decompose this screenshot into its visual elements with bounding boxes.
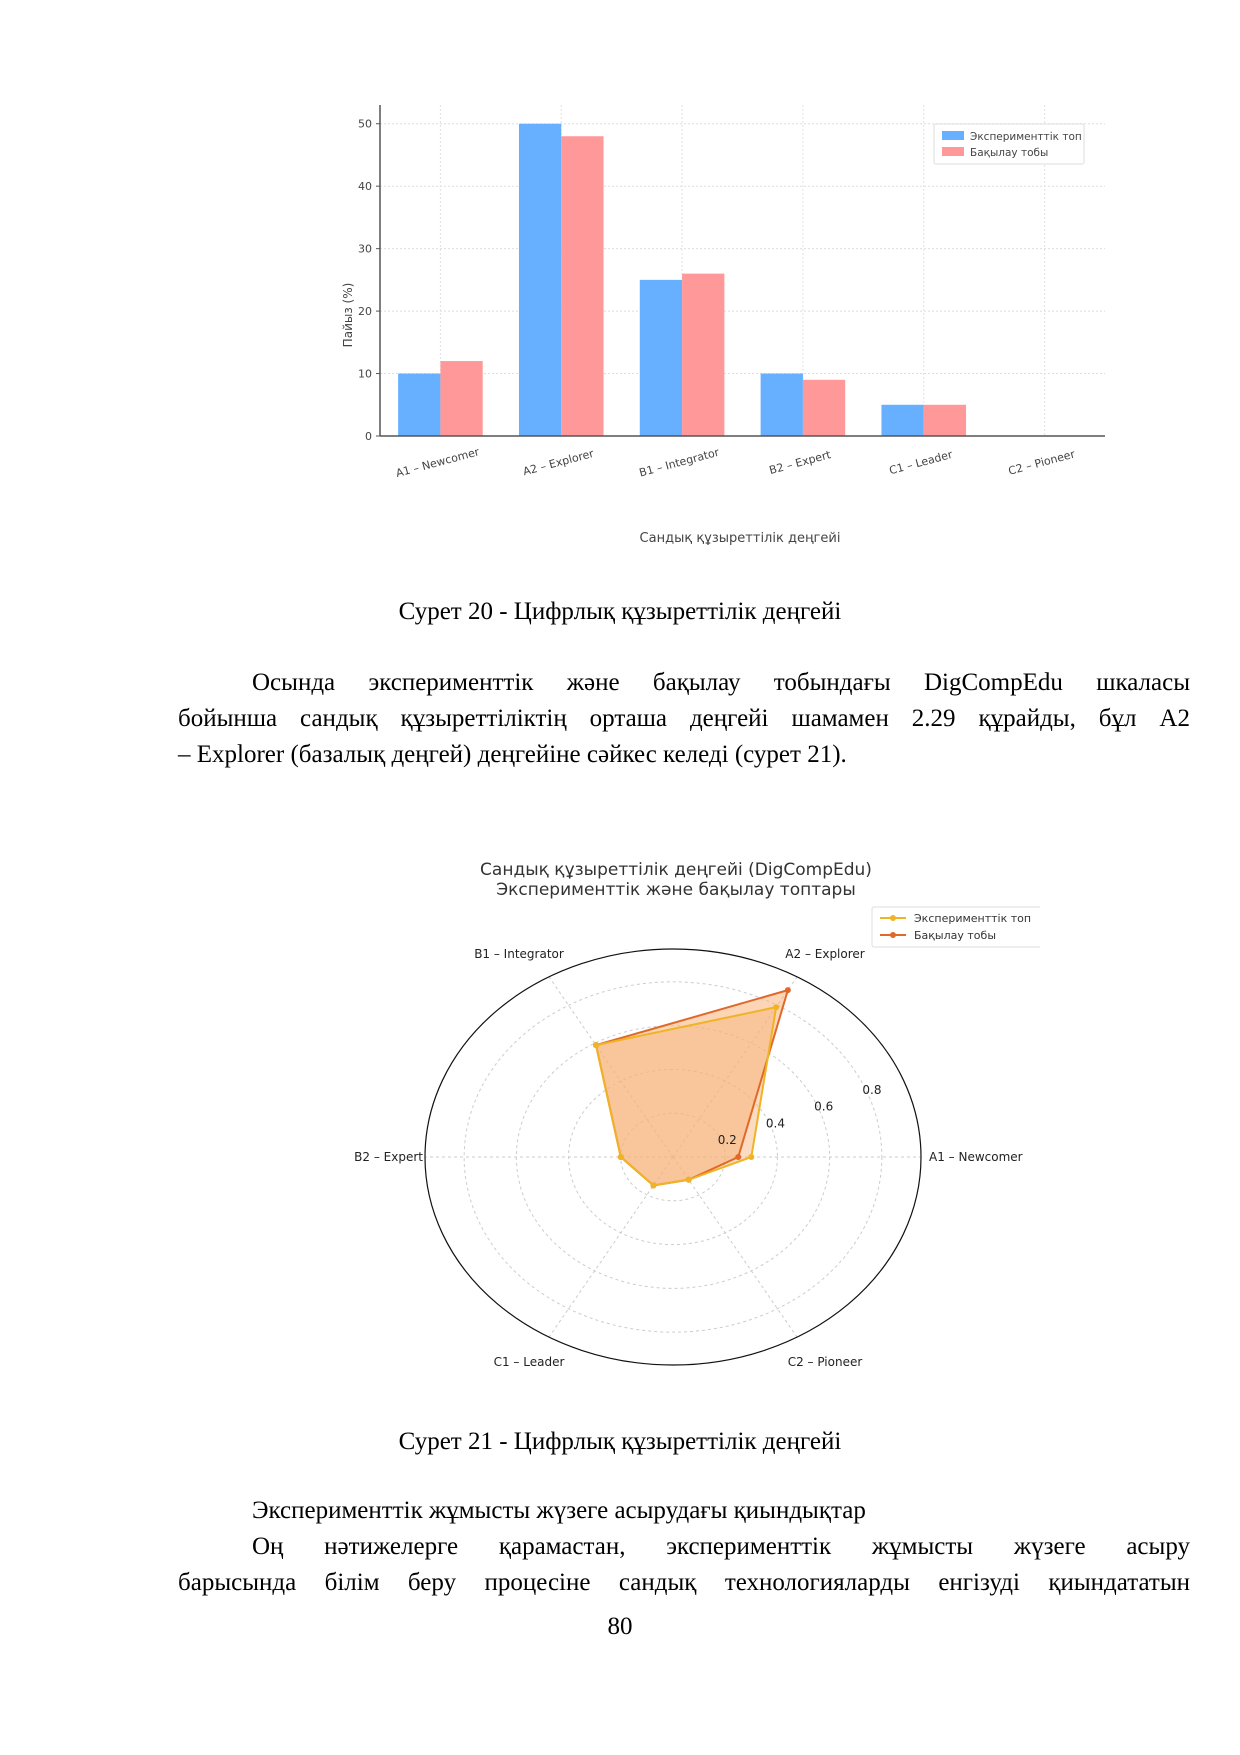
bar-experimental	[761, 374, 803, 436]
category-label: B1 – Integrator	[474, 947, 564, 962]
legend-label-control: Бақылау тобы	[970, 147, 1049, 159]
bar-chart	[320, 100, 1120, 570]
radar-chart-title: Сандық құзыреттілік деңгейі (DigCompEdu)	[480, 860, 872, 880]
data-point-experimental	[686, 1177, 692, 1183]
legend-label-control: Бақылау тобы	[914, 929, 997, 942]
figure-20-caption: Сурет 20 - Цифрлық құзыреттілік деңгейі	[398, 598, 842, 625]
category-label: B2 – Expert	[354, 1150, 423, 1164]
r-tick-label: 0.6	[814, 1099, 834, 1114]
data-point-experimental	[773, 1004, 779, 1010]
y-tick-label: 20	[358, 305, 372, 319]
section-block	[178, 1493, 1190, 1601]
bar-chart-y-ticks	[358, 118, 380, 443]
paragraph-line: барысында білім беру процесіне сандық технологияларды енгізуді қиындататын	[178, 1569, 1190, 1596]
legend-marker-control	[890, 932, 896, 938]
data-point-experimental	[618, 1154, 624, 1160]
y-tick-label: 50	[358, 117, 372, 131]
radar-chart	[340, 850, 1040, 1370]
data-point-control	[735, 1154, 741, 1160]
bar-control	[924, 405, 966, 436]
y-tick-label: 30	[358, 242, 372, 256]
radar-chart-series	[593, 987, 791, 1188]
category-label: A2 – Explorer	[785, 947, 865, 962]
bar-control	[803, 380, 845, 436]
legend-swatch-experimental	[942, 131, 964, 140]
section-heading: Эксперименттік жұмысты жүзеге асырудағы қиындықтар	[252, 1497, 866, 1524]
legend-label-experimental: Эксперименттік топ	[970, 131, 1082, 143]
x-tick-label: A2 – Explorer	[521, 446, 596, 479]
bar-chart-legend	[934, 124, 1084, 164]
radar-chart-legend	[872, 907, 1040, 947]
r-tick-label: 0.4	[765, 1116, 786, 1131]
x-tick-label: C1 – Leader	[887, 447, 954, 478]
data-point-experimental	[593, 1042, 599, 1048]
legend-marker-experimental	[890, 915, 896, 921]
category-label: C2 – Pioneer	[787, 1354, 863, 1369]
legend-swatch-control	[942, 147, 964, 156]
figure-21-caption: Сурет 21 - Цифрлық құзыреттілік деңгейі	[398, 1428, 842, 1455]
category-label: C1 – Leader	[493, 1354, 565, 1369]
body-paragraph-1	[178, 665, 1190, 773]
y-tick-label: 40	[358, 180, 372, 194]
data-point-experimental	[748, 1154, 754, 1160]
bar-chart-y-label: Пайыз (%)	[341, 282, 355, 348]
paragraph-line: Оң нәтижелерге қарамастан, эксперименттік жұмысты жүзеге асыру	[252, 1533, 1190, 1560]
bar-experimental	[398, 374, 440, 436]
y-tick-label: 10	[358, 367, 372, 381]
r-tick-label: 0.2	[717, 1133, 737, 1148]
bar-chart-x-label: Сандық құзыреттілік деңгейі	[639, 531, 841, 546]
bar-control	[440, 361, 482, 436]
bar-experimental	[640, 280, 682, 436]
y-tick-label: 0	[365, 430, 372, 443]
paragraph-line: бойынша сандық құзыреттіліктің орташа деңгейі шамамен 2.29 құрайды, бұл А2	[178, 705, 1190, 732]
category-label: A1 – Newcomer	[929, 1150, 1023, 1164]
radar-chart-subtitle: Эксперименттік және бақылау топтары	[496, 880, 856, 900]
page-number: 80	[607, 1613, 633, 1640]
x-tick-label: A1 – Newcomer	[394, 445, 481, 481]
legend-label-experimental: Эксперименттік топ	[914, 912, 1032, 925]
data-point-experimental	[650, 1182, 656, 1188]
spoke-line	[673, 1157, 797, 1337]
r-tick-label: 0.8	[862, 1082, 882, 1097]
x-tick-label: C2 – Pioneer	[1006, 447, 1077, 478]
x-tick-label: B2 – Expert	[767, 448, 833, 478]
bar-experimental	[519, 124, 561, 436]
bar-chart-x-ticks	[394, 445, 1076, 480]
bar-experimental	[881, 405, 923, 436]
bar-control	[561, 136, 603, 436]
bar-control	[682, 274, 724, 436]
paragraph-line: Осында эксперименттік және бақылау тобындағы DigCompEdu шкаласы	[252, 669, 1190, 696]
paragraph-line: – Explorer (базалық деңгей) деңгейіне сәйкес келеді (сурет 21).	[178, 741, 847, 768]
x-tick-label: B1 – Integrator	[637, 445, 721, 480]
data-point-control	[785, 987, 791, 993]
